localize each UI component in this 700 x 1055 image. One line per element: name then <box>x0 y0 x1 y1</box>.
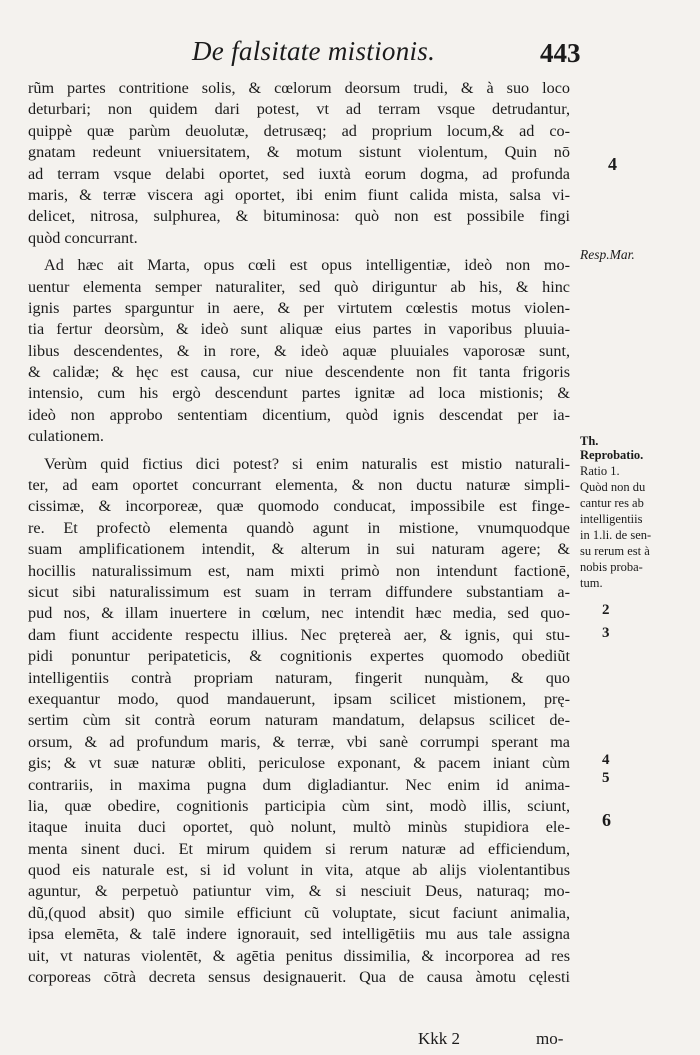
text-line: pud nos, & illam inuertere in cœlum, nec intendit hæc media, sed quo- <box>28 604 570 623</box>
text-line: menta sinent duci. Et mirum quidem si rerum naturæ ad efficiendum, <box>28 839 570 858</box>
margin-note-th: intelligentiis <box>580 512 643 526</box>
text-line: contrariis, in maxima pugna dum digladiantur. Nec enim id anima- <box>28 775 570 794</box>
text-line: hocillis naturalissimum est, nam mixti primò non intendunt factionē, <box>28 561 570 580</box>
margin-number: 3 <box>602 625 610 641</box>
margin-note-th: tum. <box>580 576 603 590</box>
margin-number: 6 <box>602 810 611 830</box>
text-line: corporeas cōtrà decreta sensus designauerit. Qua de causa àmotu cęlesti <box>28 968 570 987</box>
text-line: ter, ad eam oportet concurrant elementa, & non ductu naturæ simpli- <box>28 476 570 495</box>
catchword: mo- <box>536 1029 564 1048</box>
margin-note-th: Th. <box>580 434 599 448</box>
margin-note-th: su rerum est à <box>580 544 650 558</box>
text-line: orsum, & ad profundum maris, & terræ, vbi sanè corrumpi sperant ma <box>28 732 570 751</box>
text-line: uit, vt naturas violentēt, & agētia penitus dissimilia, & incorporea ad res <box>28 946 570 965</box>
text-line: sertim cùm sit contrà eorum naturam mandatum, delapsus scilicet de- <box>28 711 570 730</box>
text-line: quòd concurrant. <box>28 228 138 247</box>
running-title: De falsitate mistionis. <box>192 36 436 66</box>
text-line: quod eis naturale est, si id volunt in vita, atque ab alijs violentantibus <box>28 861 570 880</box>
margin-note-th: cantur res ab <box>580 496 644 510</box>
text-line: culationem. <box>28 427 104 446</box>
text-line: uentur elementa semper naturaliter, sed quò diriguntur ab his, & hinc <box>28 277 570 296</box>
margin-note-th: Quòd non du <box>580 480 646 494</box>
page-number: 443 <box>540 38 581 68</box>
text-line: re. Et profectò elementa quandò agunt in mistione, vnumquodque <box>28 518 570 537</box>
text-line: dũ,(quod absit) quo simile efficiunt cũ voluptate, sicut faciunt animalia, <box>28 903 570 922</box>
margin-number: 5 <box>602 770 610 786</box>
text-line: Verùm quid fictius dici potest? si enim naturalis est mistio naturali- <box>44 454 570 473</box>
text-line: libus descendentes, & in rore, & ideò aquæ pluuiales vaporosæ sunt, <box>28 341 570 360</box>
signature-mark: Kkk 2 <box>418 1029 461 1048</box>
margin-note-th: Ratio 1. <box>580 464 620 478</box>
margin-number: 4 <box>602 752 610 768</box>
text-line: ipsa elemēta, & talē indere ignorauit, sed intelligētiis mu aus tale assigna <box>28 925 570 944</box>
text-line: quippè quæ parùm deuolutæ, detrusæq; ad proprium locum,& ad co- <box>28 121 570 140</box>
text-line: rũm partes contritione solis, & cœlorum deorsum trudi, & à suo loco <box>28 79 570 97</box>
text-line: delicet, nitrosa, sulphurea, & bituminosa: quò non est possibile fingi <box>28 207 570 226</box>
text-line: pidi ponuntur peripateticis, & cognitionis expertes quomodo obediũt <box>28 647 570 666</box>
text-line: gnatam redeunt vniuersitatem, & motum sistunt violentum, Quin nō <box>28 143 570 162</box>
margin-note-th: Reprobatio. <box>580 448 644 462</box>
text-line: cissimæ, & incorporeæ, quæ quomodo conducat, impossibile est finge- <box>28 497 570 516</box>
text-line: lia, quæ obedire, cognitionis participia cùm sint, modò illis, sciunt, <box>28 796 570 815</box>
margin-number: 2 <box>602 602 610 618</box>
main-text-block <box>28 78 570 988</box>
text-line: gis; & vt suæ naturæ obliti, periculose exponant, & pacem iniant cùm <box>28 754 570 773</box>
text-line: ideò non approbo sententiam dicentium, quòd ignis descendat per ia- <box>28 405 570 424</box>
margin-note-resp: Resp.Mar. <box>580 247 635 262</box>
text-line: dam fiunt accidente respectu illius. Nec prętereà aer, & ignis, qui stu- <box>28 625 570 644</box>
margin-number: 4 <box>608 154 617 174</box>
margin-note-th: in 1.li. de sen- <box>580 528 652 542</box>
text-line: ad terram vsque delabi oportet, sed iuxtà eorum dogma, ad profunda <box>28 164 570 183</box>
text-line: maris, & terræ viscera agi oportet, ibi enim fiunt calida mista, salsa vi- <box>28 185 570 204</box>
text-line: aguntur, & perpetuò patiuntur vim, & si nesciuit Deus, naturaq; mo- <box>28 882 570 901</box>
text-line: exequantur modo, quod mandauerunt, ipsam scilicet mistionem, prę- <box>28 689 570 708</box>
text-line: suam amplificationem intendit, & alterum in sui naturam agere; & <box>28 540 570 559</box>
text-line: tia fertur deorsùm, & ideò sunt aliquæ eius partes in vaporibus pluuia- <box>28 320 570 339</box>
text-line: intelligentiis contrà propriam naturam, fingerit nunquàm, & quo <box>28 668 570 687</box>
text-line: sicut sibi naturalissimum est suam in terram diffundere substantiam a- <box>28 582 570 601</box>
text-line: Ad hæc ait Marta, opus cœli est opus intelligentiæ, ideò non mo- <box>44 256 570 275</box>
text-line: itaque inuita duci oportet, quò nolunt, multò minùs stupidiora ele- <box>28 818 570 837</box>
text-line: intensio, cum his ergò descendunt partes ignitæ ad loca mistionis; & <box>28 384 570 403</box>
text-line: ignis partes sparguntur in aere, & per virtutem cœlestis motus violen- <box>28 298 570 317</box>
text-line: & calidæ; & hęc est causa, cur niue descendente non fit tanta frigoris <box>28 363 570 382</box>
margin-note-th: nobis proba- <box>580 560 643 574</box>
text-line: deturbari; non quidem dari potest, vt ad terram vsque detrudantur, <box>28 100 570 119</box>
